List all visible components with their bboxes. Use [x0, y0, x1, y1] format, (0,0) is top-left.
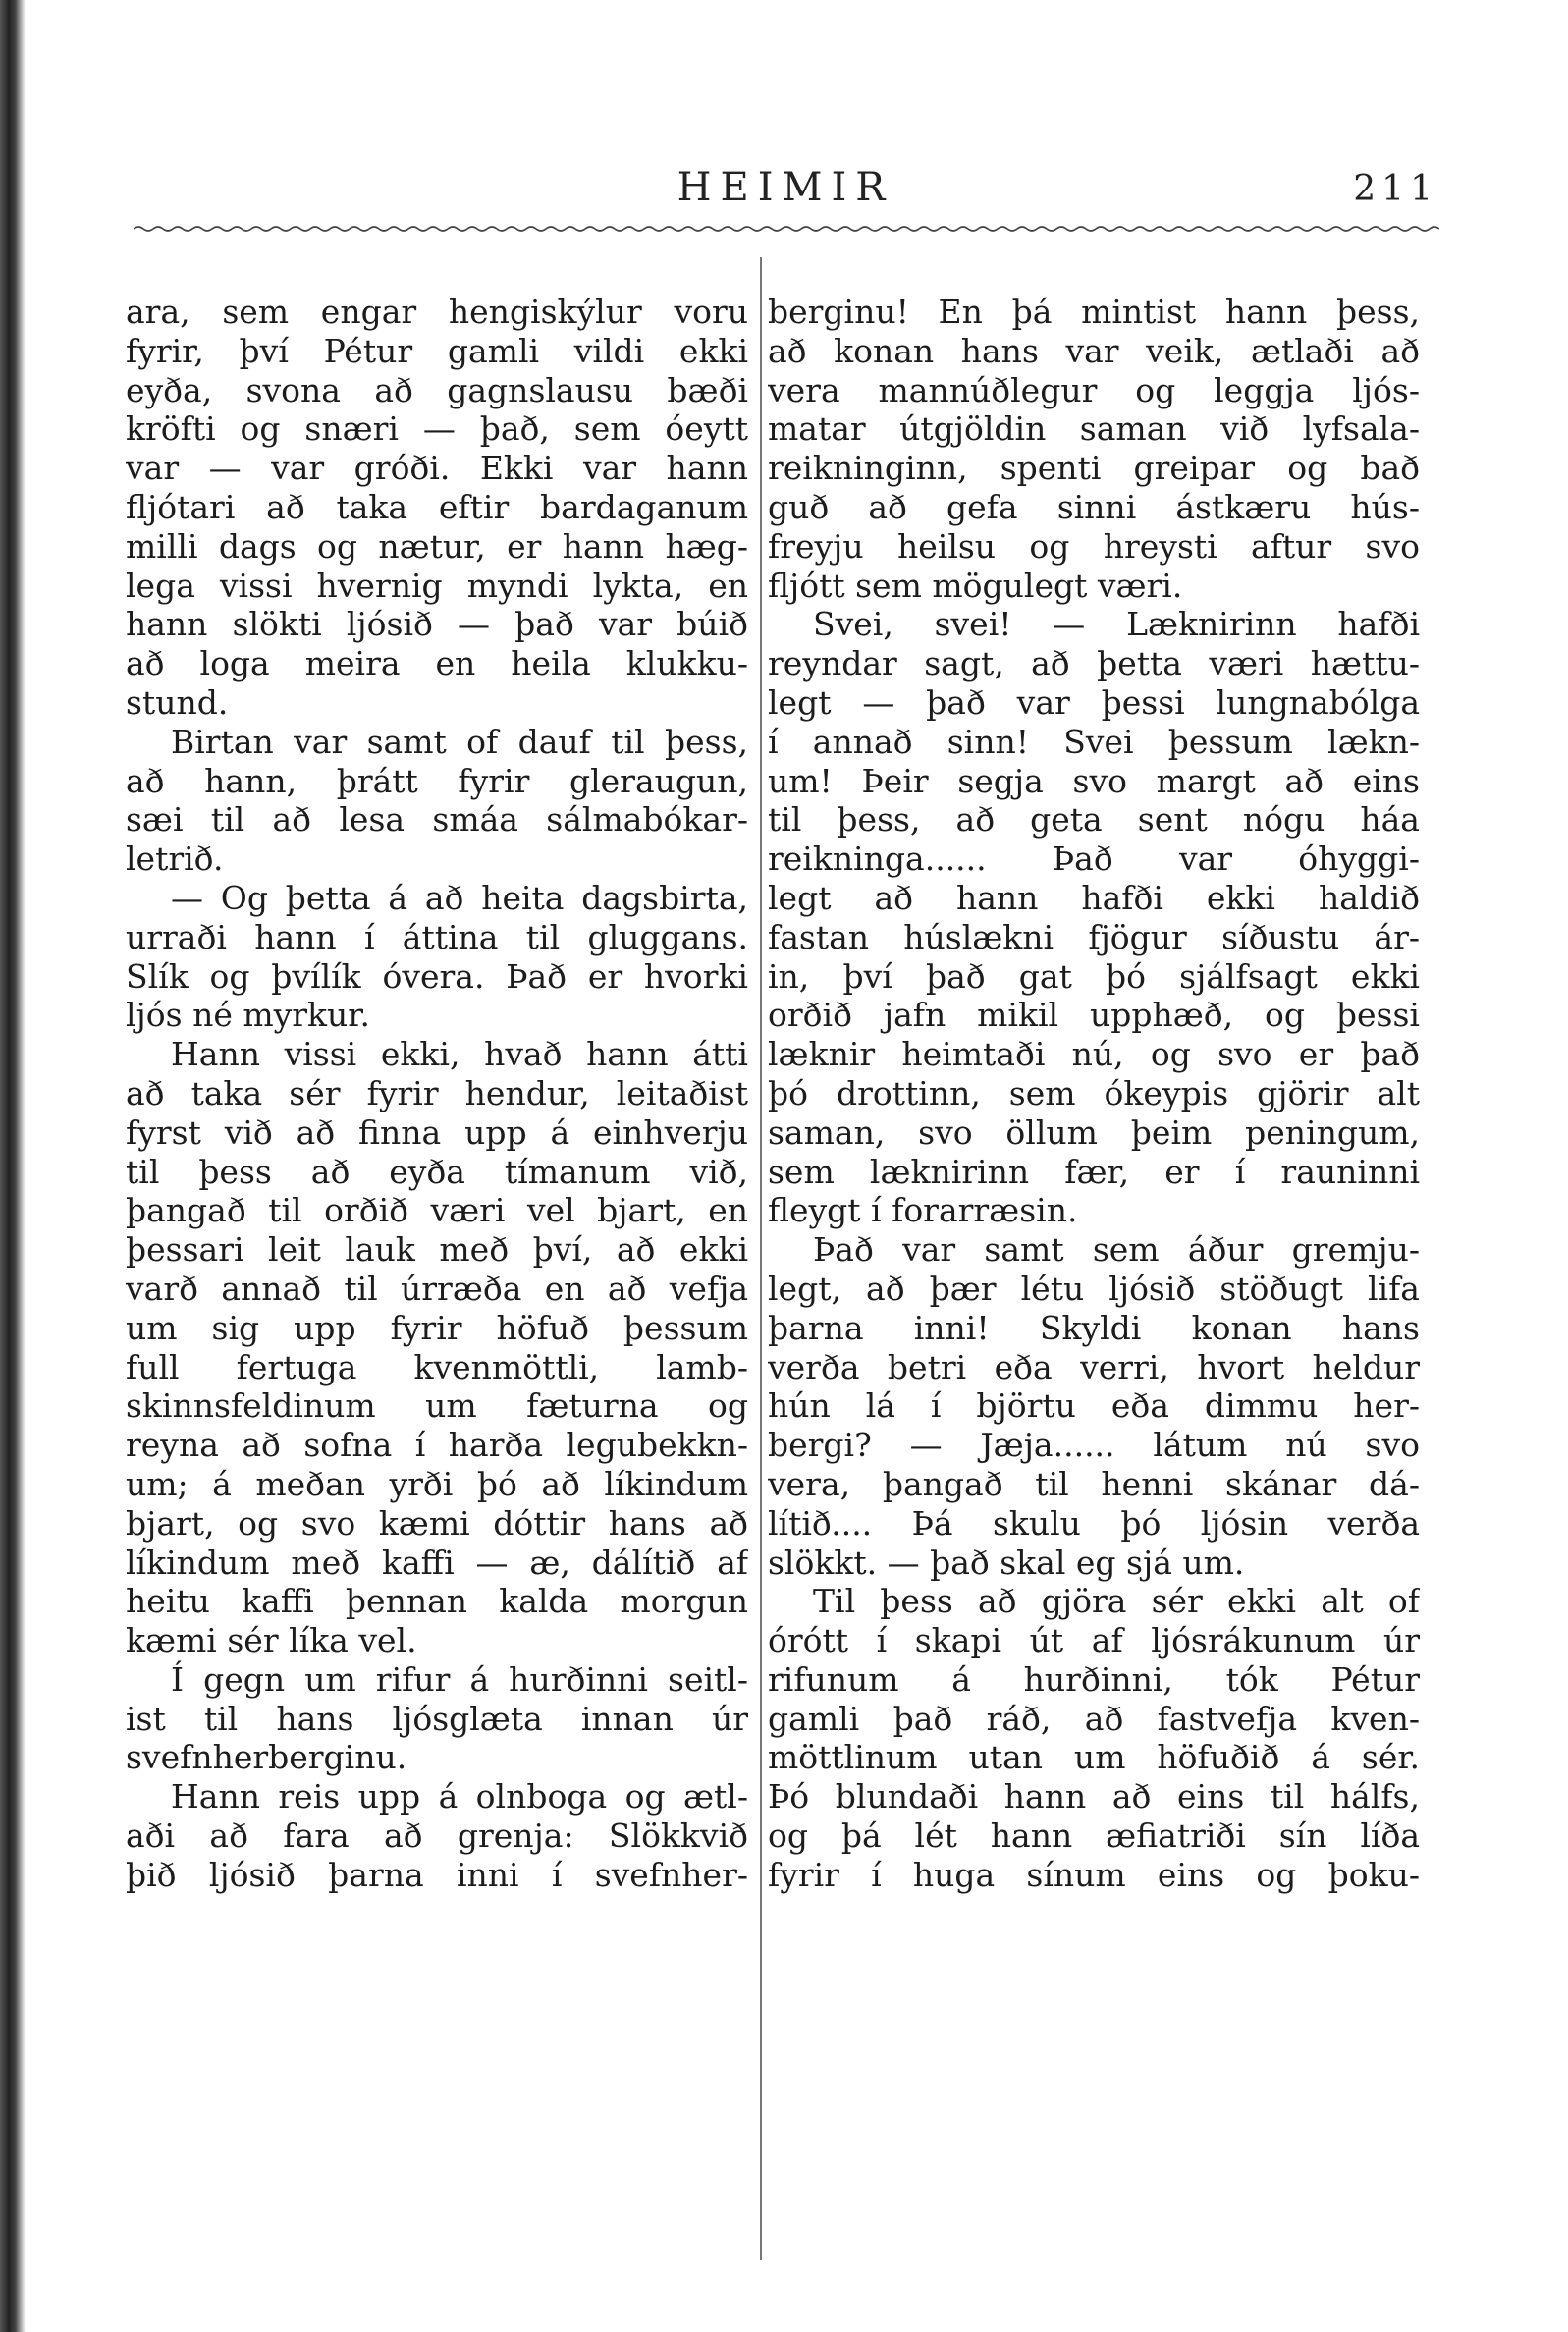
text-line: bjart, og svo kæmi dóttir hans að [126, 1503, 748, 1543]
page-number: 211 [1353, 169, 1438, 209]
text-line: fljótt sem mögulegt væri. [768, 566, 1183, 605]
text-line: að taka sér fyrir hendur, leitaðist [126, 1073, 748, 1112]
text-line: um sig upp fyrir höfuð þessum [126, 1308, 748, 1347]
text-line: vera mannúðlegur og leggja ljós- [768, 370, 1420, 409]
text-line: læknir heimtaði nú, og svo er það [768, 1035, 1420, 1074]
text-line: stund. [126, 682, 229, 722]
text-line: freyju heilsu og hreysti aftur svo [768, 526, 1420, 566]
text-line: til þess, að geta sent nógu háa [768, 800, 1420, 840]
text-line: þið ljósið þarna inni í svefnher- [126, 1855, 748, 1894]
text-line: Hann reis upp á olnboga og ætl- [171, 1777, 748, 1817]
text-line: að loga meira en heila klukku- [126, 644, 748, 683]
text-line: ara, sem engar hengiskýlur voru [126, 293, 748, 331]
text-line: orðið jafn mikil upphæð, og þessi [768, 996, 1420, 1035]
text-line: Það var samt sem áður gremju- [813, 1230, 1420, 1270]
text-line: og þá lét hann æfiatriði sín líða [768, 1817, 1420, 1856]
text-line: slökkt. — það skal eg sjá um. [768, 1543, 1245, 1582]
text-line: Slík og þvílík óvera. Það er hvorki [126, 956, 748, 996]
text-line: in, því það gat þó sjálfsagt ekki [768, 956, 1420, 996]
text-line: svefnherberginu. [126, 1738, 407, 1777]
text-line: um! Þeir segja svo margt að eins [768, 761, 1420, 800]
text-line: fyrir í huga sínum eins og þoku- [768, 1855, 1420, 1894]
text-line: reikninga...... Það var óhyggi- [768, 840, 1420, 879]
text-line: að konan hans var veik, ætlaði að [768, 331, 1420, 370]
text-line: legt, að þær létu ljósið stöðugt lifa [768, 1269, 1420, 1308]
text-line: verða betri eða verri, hvort heldur [768, 1347, 1420, 1386]
text-line: fastan húslækni fjögur síðustu ár- [768, 917, 1420, 956]
text-line: þó drottinn, sem ókeypis gjörir alt [768, 1073, 1420, 1112]
text-line: Svei, svei! — Læknirinn hafði [813, 605, 1420, 644]
text-line: til þess að eyða tímanum við, [126, 1152, 748, 1191]
text-line: órótt í skapi út af ljósrákunum úr [768, 1621, 1420, 1660]
text-line: möttlinum utan um höfuðið á sér. [768, 1738, 1420, 1777]
text-line: Þó blundaði hann að eins til hálfs, [768, 1777, 1420, 1817]
left-text-column [126, 293, 748, 2266]
right-text-column [768, 293, 1420, 2266]
text-line: um; á meðan yrði þó að líkindum [126, 1464, 748, 1503]
text-line: í annað sinn! Svei þessum lækn- [768, 722, 1420, 761]
text-line: saman, svo öllum þeim peningum, [768, 1112, 1420, 1152]
text-line: berginu! En þá mintist hann þess, [768, 293, 1420, 331]
text-line: hún lá í björtu eða dimmu her- [768, 1386, 1420, 1426]
text-line: Í gegn um rifur á hurðinni seitl- [171, 1659, 748, 1699]
text-line: bergi? — Jæja...... látum nú svo [768, 1426, 1420, 1465]
text-line: guð að gefa sinni ástkæru hús- [768, 487, 1420, 526]
column-divider [760, 257, 762, 2260]
text-line: matar útgjöldin saman við lyfsala- [768, 409, 1420, 449]
text-line: að hann, þrátt fyrir gleraugun, [126, 761, 748, 800]
text-line: Birtan var samt of dauf til þess, [171, 722, 748, 761]
text-line: fyrst við að finna upp á einhverju [126, 1112, 748, 1152]
text-line: varð annað til úrræða en að vefja [126, 1269, 748, 1308]
text-line: sæi til að lesa smáa sálmabókar- [126, 800, 748, 840]
text-line: gamli það ráð, að fastvefja kven- [768, 1699, 1420, 1738]
text-line: reikninginn, spenti greipar og bað [768, 449, 1420, 488]
text-line: þessari leit lauk með því, að ekki [126, 1230, 748, 1270]
text-line: letrið. [126, 840, 224, 879]
text-line: reyndar sagt, að þetta væri hættu- [768, 644, 1420, 683]
text-line: sem læknirinn fær, er í rauninni [768, 1152, 1420, 1191]
text-line: legt að hann hafði ekki haldið [768, 878, 1420, 917]
text-line: lítið.... Þá skulu þó ljósin verða [768, 1503, 1420, 1543]
text-line: þangað til orðið væri vel bjart, en [126, 1191, 748, 1230]
text-line: líkindum með kaffi — æ, dálítið af [126, 1543, 748, 1582]
text-line: hann slökti ljósið — það var búið [126, 605, 748, 644]
text-line: þarna inni! Skyldi konan hans [768, 1308, 1420, 1347]
text-line: kæmi sér líka vel. [126, 1621, 417, 1660]
text-line: — Og þetta á að heita dagsbirta, [171, 878, 748, 917]
wavy-header-rule [134, 224, 1439, 234]
text-line: Hann vissi ekki, hvað hann átti [171, 1035, 748, 1074]
text-line: reyna að sofna í harða legubekkn- [126, 1426, 748, 1465]
text-line: full fertuga kvenmöttli, lamb- [126, 1347, 748, 1386]
running-title: HEIMIR [676, 165, 894, 210]
text-line: legt — það var þessi lungnabólga [768, 682, 1420, 722]
text-line: urraði hann í áttina til gluggans. [126, 917, 748, 956]
text-line: Til þess að gjöra sér ekki alt of [813, 1582, 1420, 1621]
text-line: var — var gróði. Ekki var hann [126, 449, 748, 488]
text-line: skinnsfeldinum um fæturna og [126, 1386, 748, 1426]
text-line: fyrir, því Pétur gamli vildi ekki [126, 331, 748, 370]
text-line: lega vissi hvernig myndi lykta, en [126, 566, 748, 605]
text-line: vera, þangað til henni skánar dá- [768, 1464, 1420, 1503]
text-line: milli dags og nætur, er hann hæg- [126, 526, 748, 566]
text-line: aði að fara að grenja: Slökkvið [126, 1817, 748, 1856]
text-line: ist til hans ljósglæta innan úr [126, 1699, 748, 1738]
text-line: rifunum á hurðinni, tók Pétur [768, 1659, 1420, 1699]
text-line: eyða, svona að gagnslausu bæði [126, 370, 748, 409]
text-line: heitu kaffi þennan kalda morgun [126, 1582, 748, 1621]
text-line: ljós né myrkur. [126, 996, 370, 1035]
text-line: fljótari að taka eftir bardaganum [126, 487, 748, 526]
text-line: fleygt í forarræsin. [768, 1191, 1078, 1230]
text-line: kröfti og snæri — það, sem óeytt [126, 409, 748, 449]
